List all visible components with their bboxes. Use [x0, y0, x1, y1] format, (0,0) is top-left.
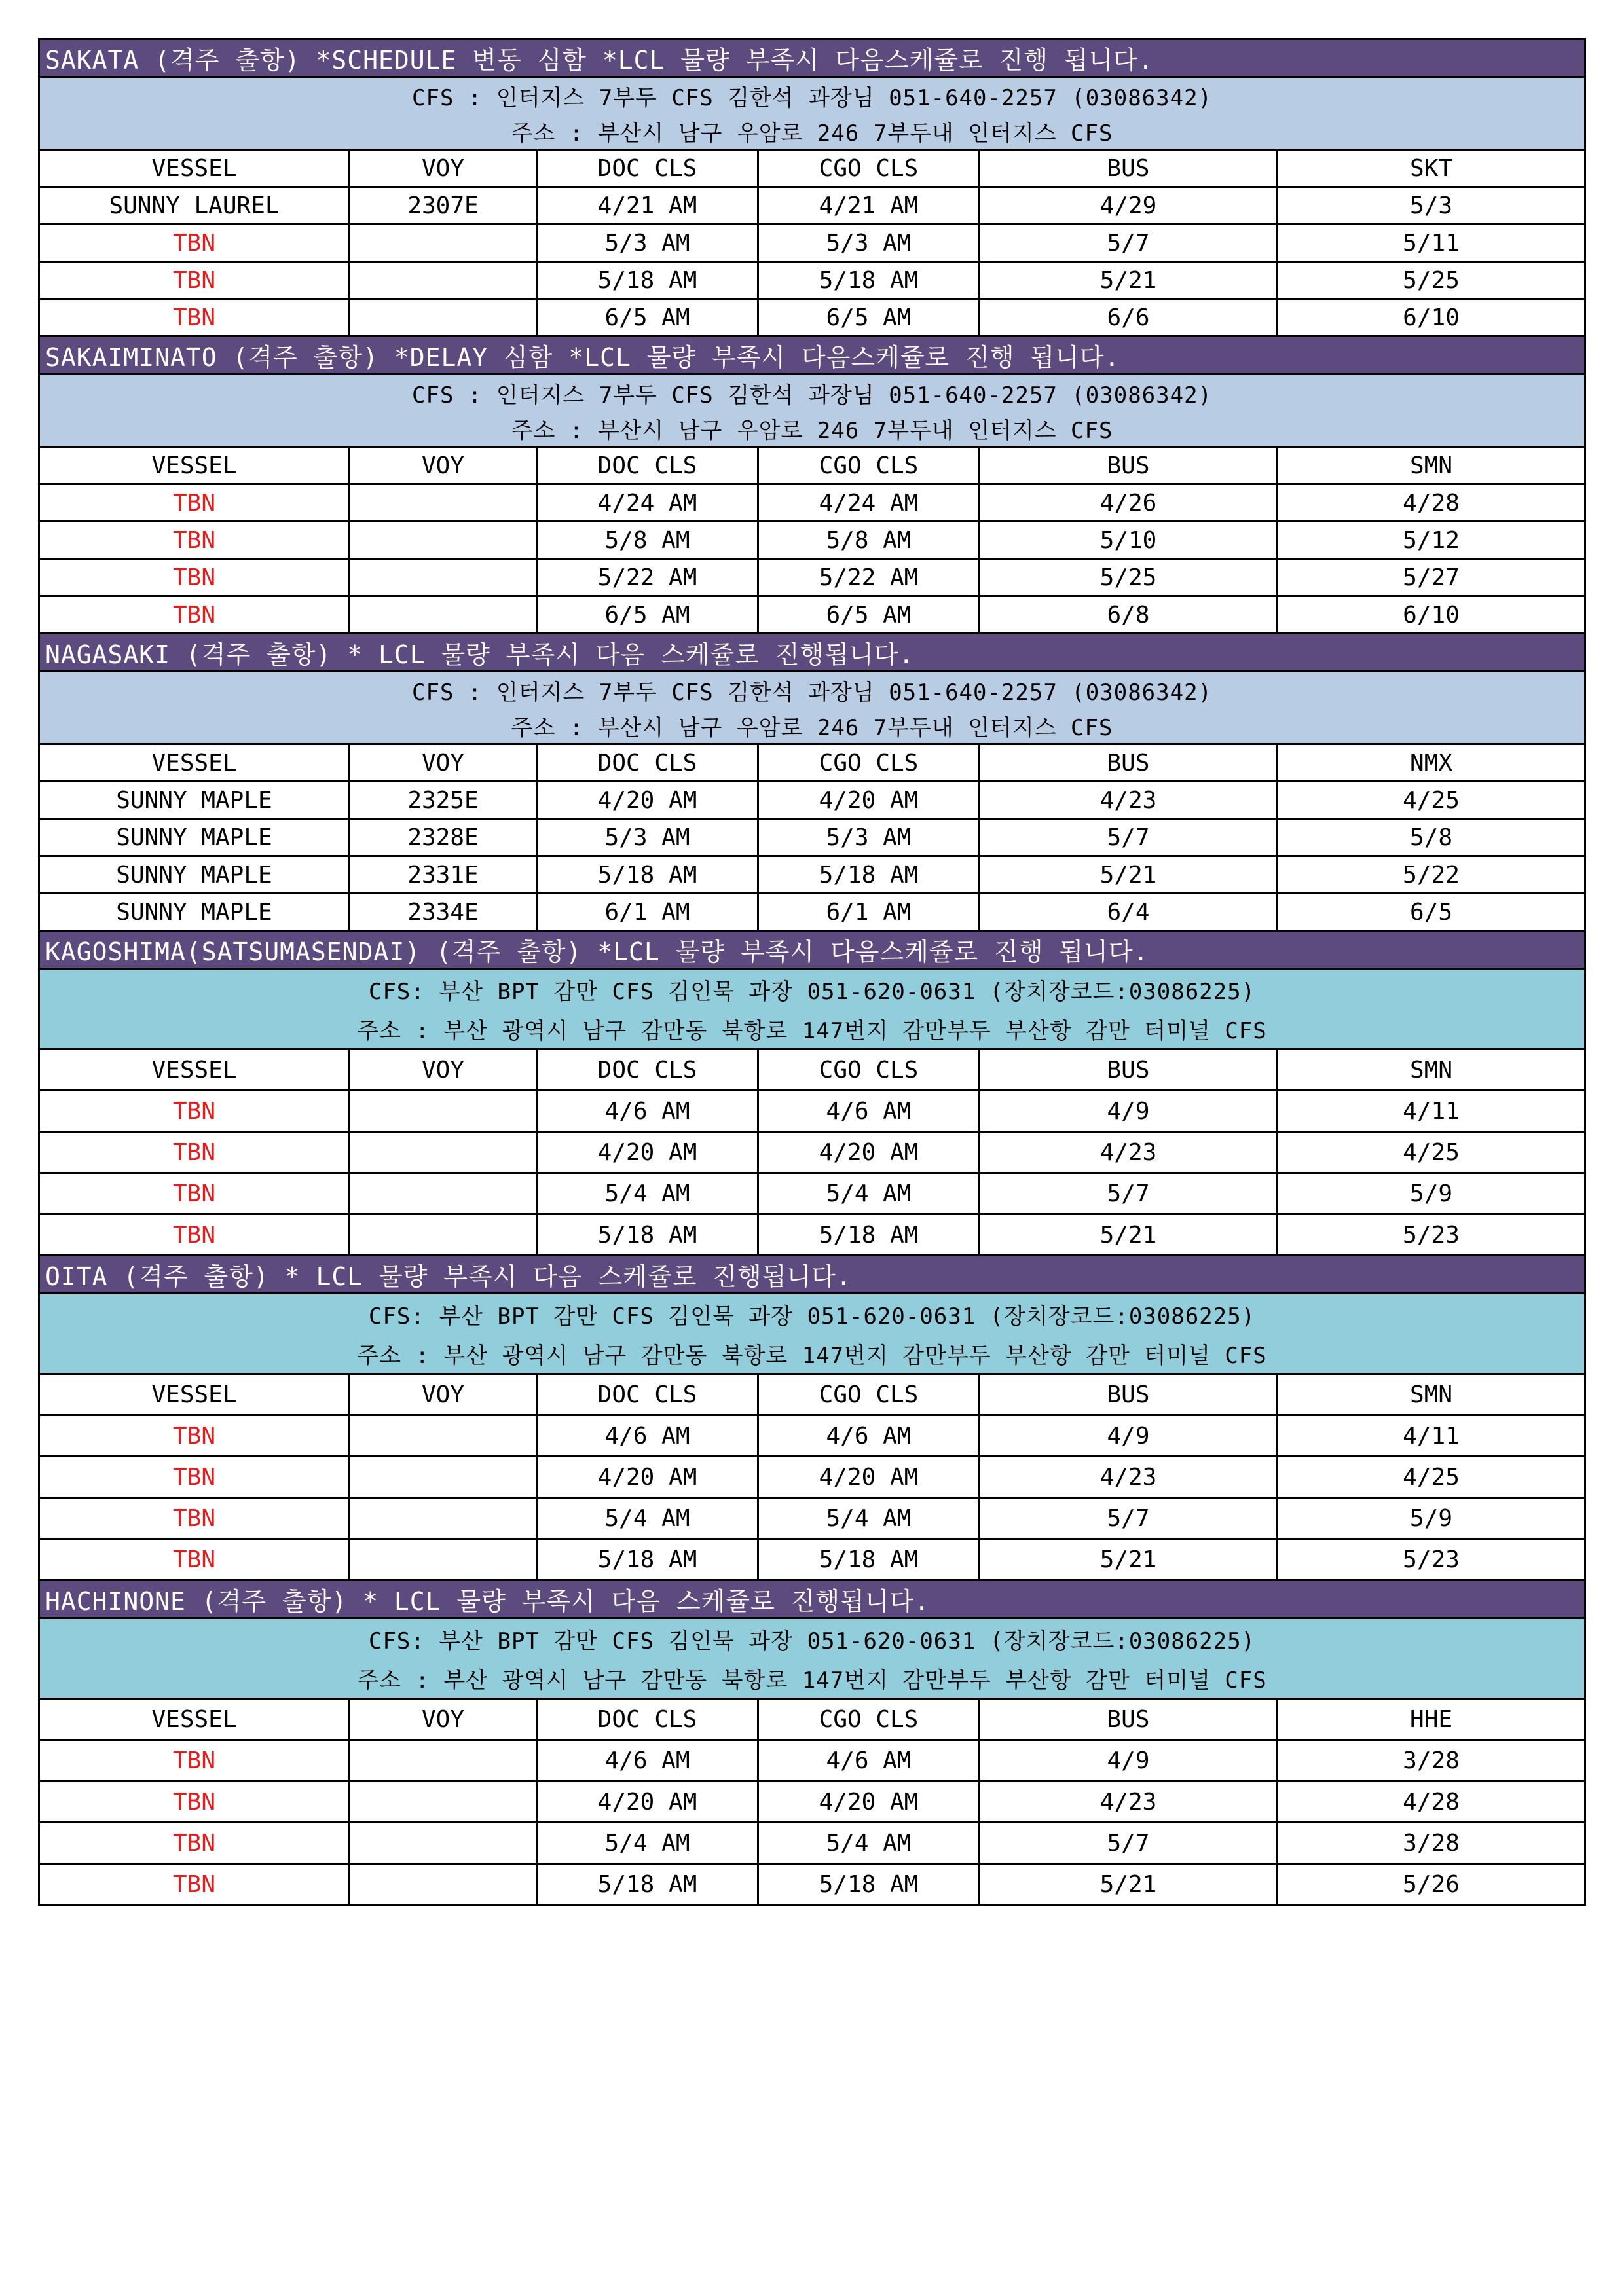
table-row	[39, 225, 1585, 262]
doc-cls-cell: 4/20 AM	[537, 782, 758, 819]
voy-cell	[350, 1415, 537, 1457]
voy-cell	[350, 1091, 537, 1132]
table-row	[39, 1214, 1585, 1256]
bus-cell: 4/23	[980, 1457, 1278, 1498]
doc-cls-cell: 5/22 AM	[537, 559, 758, 596]
dest-cell: 5/23	[1278, 1214, 1585, 1256]
voy-cell	[350, 1173, 537, 1214]
voy-cell	[350, 1539, 537, 1580]
dest-cell: 4/28	[1278, 484, 1585, 522]
col-header: HHE	[1278, 1699, 1585, 1740]
vessel-cell: TBN	[39, 1864, 350, 1905]
bus-cell: 5/10	[980, 522, 1278, 559]
table-row	[39, 596, 1585, 634]
doc-cls-cell: 5/3 AM	[537, 225, 758, 262]
cgo-cls-cell: 4/6 AM	[758, 1740, 980, 1781]
bus-cell: 5/21	[980, 1864, 1278, 1905]
col-header: VOY	[350, 744, 537, 782]
doc-cls-cell: 5/18 AM	[537, 856, 758, 894]
col-header: VOY	[350, 150, 537, 187]
col-header: CGO CLS	[758, 1049, 980, 1091]
cgo-cls-cell: 4/24 AM	[758, 484, 980, 522]
vessel-cell: TBN	[39, 1781, 350, 1823]
col-header: NMX	[1278, 744, 1585, 782]
section-title: KAGOSHIMA(SATSUMASENDAI) (격주 출항) *LCL 물량 부족시 다음스케쥴로 진행 됩니다.	[39, 931, 1585, 969]
doc-cls-cell: 5/3 AM	[537, 819, 758, 856]
voy-cell	[350, 225, 537, 262]
bus-cell: 5/7	[980, 1173, 1278, 1214]
col-header: VESSEL	[39, 1699, 350, 1740]
voy-cell	[350, 1864, 537, 1905]
cfs-info: CFS : 인터지스 7부두 CFS 김한석 과장님 051-640-2257 (03086342)	[39, 77, 1585, 114]
dest-cell: 4/25	[1278, 1132, 1585, 1173]
bus-cell: 4/9	[980, 1091, 1278, 1132]
col-header: SMN	[1278, 1049, 1585, 1091]
table-row	[39, 1457, 1585, 1498]
col-header: VESSEL	[39, 150, 350, 187]
vessel-cell: SUNNY MAPLE	[39, 782, 350, 819]
cgo-cls-cell: 6/5 AM	[758, 299, 980, 337]
col-header: VESSEL	[39, 447, 350, 484]
cgo-cls-cell: 5/3 AM	[758, 225, 980, 262]
table-row	[39, 1091, 1585, 1132]
section-oita	[39, 1256, 1585, 1580]
dest-cell: 3/28	[1278, 1740, 1585, 1781]
section-title: HACHINONE (격주 출항) * LCL 물량 부족시 다음 스케쥴로 진행됩니다.	[39, 1580, 1585, 1618]
col-header: DOC CLS	[537, 447, 758, 484]
cgo-cls-cell: 4/20 AM	[758, 1457, 980, 1498]
cgo-cls-cell: 5/18 AM	[758, 1539, 980, 1580]
cfs-info: CFS : 인터지스 7부두 CFS 김한석 과장님 051-640-2257 (03086342)	[39, 672, 1585, 708]
cfs-info: CFS: 부산 BPT 감만 CFS 김인묵 과장 051-620-0631 (장치장코드:03086225)	[39, 1618, 1585, 1659]
col-header: CGO CLS	[758, 1699, 980, 1740]
doc-cls-cell: 6/5 AM	[537, 596, 758, 634]
table-row	[39, 299, 1585, 337]
bus-cell: 4/9	[980, 1740, 1278, 1781]
bus-cell: 6/6	[980, 299, 1278, 337]
doc-cls-cell: 5/18 AM	[537, 262, 758, 299]
bus-cell: 6/8	[980, 596, 1278, 634]
vessel-cell: TBN	[39, 559, 350, 596]
doc-cls-cell: 5/18 AM	[537, 1864, 758, 1905]
voy-cell	[350, 484, 537, 522]
vessel-cell: SUNNY MAPLE	[39, 894, 350, 931]
dest-cell: 4/28	[1278, 1781, 1585, 1823]
doc-cls-cell: 5/18 AM	[537, 1539, 758, 1580]
col-header: SMN	[1278, 447, 1585, 484]
col-header: CGO CLS	[758, 447, 980, 484]
col-header: BUS	[980, 1374, 1278, 1415]
col-header: BUS	[980, 744, 1278, 782]
voy-cell	[350, 1740, 537, 1781]
table-row	[39, 522, 1585, 559]
cgo-cls-cell: 4/21 AM	[758, 187, 980, 225]
col-header: VOY	[350, 1699, 537, 1740]
col-header: CGO CLS	[758, 1374, 980, 1415]
doc-cls-cell: 4/20 AM	[537, 1132, 758, 1173]
dest-cell: 4/25	[1278, 782, 1585, 819]
vessel-cell: TBN	[39, 1740, 350, 1781]
cgo-cls-cell: 4/6 AM	[758, 1415, 980, 1457]
col-header: DOC CLS	[537, 1049, 758, 1091]
col-header: DOC CLS	[537, 744, 758, 782]
dest-cell: 5/22	[1278, 856, 1585, 894]
col-header: DOC CLS	[537, 150, 758, 187]
cgo-cls-cell: 4/6 AM	[758, 1091, 980, 1132]
table-row	[39, 187, 1585, 225]
table-row	[39, 856, 1585, 894]
section-kagoshima	[39, 931, 1585, 1256]
cgo-cls-cell: 5/3 AM	[758, 819, 980, 856]
doc-cls-cell: 4/24 AM	[537, 484, 758, 522]
col-header: VOY	[350, 447, 537, 484]
cgo-cls-cell: 5/18 AM	[758, 1214, 980, 1256]
col-header: SKT	[1278, 150, 1585, 187]
section-sakaiminato	[39, 337, 1585, 634]
cgo-cls-cell: 4/20 AM	[758, 1781, 980, 1823]
doc-cls-cell: 4/20 AM	[537, 1457, 758, 1498]
cgo-cls-cell: 5/4 AM	[758, 1498, 980, 1539]
bus-cell: 4/23	[980, 782, 1278, 819]
vessel-cell: TBN	[39, 262, 350, 299]
bus-cell: 4/29	[980, 187, 1278, 225]
voy-cell	[350, 559, 537, 596]
doc-cls-cell: 4/6 AM	[537, 1091, 758, 1132]
voy-cell: 2331E	[350, 856, 537, 894]
table-row	[39, 1864, 1585, 1905]
dest-cell: 5/27	[1278, 559, 1585, 596]
dest-cell: 3/28	[1278, 1823, 1585, 1864]
vessel-cell: TBN	[39, 225, 350, 262]
table-row	[39, 1740, 1585, 1781]
voy-cell	[350, 1132, 537, 1173]
cgo-cls-cell: 5/18 AM	[758, 262, 980, 299]
vessel-cell: SUNNY MAPLE	[39, 856, 350, 894]
doc-cls-cell: 4/21 AM	[537, 187, 758, 225]
col-header: DOC CLS	[537, 1374, 758, 1415]
bus-cell: 4/26	[980, 484, 1278, 522]
vessel-cell: TBN	[39, 596, 350, 634]
bus-cell: 5/21	[980, 1214, 1278, 1256]
dest-cell: 5/9	[1278, 1173, 1585, 1214]
schedule-sheet	[38, 38, 1584, 1906]
voy-cell	[350, 522, 537, 559]
voy-cell: 2307E	[350, 187, 537, 225]
doc-cls-cell: 6/1 AM	[537, 894, 758, 931]
bus-cell: 4/23	[980, 1132, 1278, 1173]
vessel-cell: TBN	[39, 299, 350, 337]
section-title: SAKATA (격주 출항) *SCHEDULE 변동 심함 *LCL 물량 부족시 다음스케쥴로 진행 됩니다.	[39, 39, 1585, 77]
vessel-cell: TBN	[39, 1415, 350, 1457]
dest-cell: 6/10	[1278, 299, 1585, 337]
cfs-address: 주소 : 부산 광역시 남구 감만동 북항로 147번지 감만부두 부산항 감만 터미널 CFS	[39, 1009, 1585, 1049]
voy-cell	[350, 1823, 537, 1864]
bus-cell: 5/21	[980, 1539, 1278, 1580]
table-row	[39, 782, 1585, 819]
vessel-cell: TBN	[39, 1214, 350, 1256]
doc-cls-cell: 5/4 AM	[537, 1823, 758, 1864]
voy-cell	[350, 262, 537, 299]
cgo-cls-cell: 5/8 AM	[758, 522, 980, 559]
voy-cell	[350, 1781, 537, 1823]
dest-cell: 5/12	[1278, 522, 1585, 559]
voy-cell: 2334E	[350, 894, 537, 931]
voy-cell: 2325E	[350, 782, 537, 819]
dest-cell: 6/5	[1278, 894, 1585, 931]
cgo-cls-cell: 6/5 AM	[758, 596, 980, 634]
section-title: OITA (격주 출항) * LCL 물량 부족시 다음 스케쥴로 진행됩니다.	[39, 1256, 1585, 1294]
cfs-address: 주소 : 부산 광역시 남구 감만동 북항로 147번지 감만부두 부산항 감만 터미널 CFS	[39, 1334, 1585, 1374]
voy-cell	[350, 1457, 537, 1498]
vessel-cell: TBN	[39, 1498, 350, 1539]
cgo-cls-cell: 4/20 AM	[758, 782, 980, 819]
doc-cls-cell: 6/5 AM	[537, 299, 758, 337]
table-row	[39, 894, 1585, 931]
voy-cell	[350, 299, 537, 337]
bus-cell: 5/7	[980, 225, 1278, 262]
voy-cell	[350, 596, 537, 634]
cfs-address: 주소 : 부산시 남구 우암로 246 7부두내 인터지스 CFS	[39, 708, 1585, 744]
vessel-cell: TBN	[39, 1457, 350, 1498]
bus-cell: 4/9	[980, 1415, 1278, 1457]
section-sakata	[39, 39, 1585, 337]
col-header: BUS	[980, 447, 1278, 484]
col-header: BUS	[980, 150, 1278, 187]
dest-cell: 4/25	[1278, 1457, 1585, 1498]
dest-cell: 5/9	[1278, 1498, 1585, 1539]
col-header: BUS	[980, 1049, 1278, 1091]
table-row	[39, 819, 1585, 856]
cgo-cls-cell: 6/1 AM	[758, 894, 980, 931]
col-header: SMN	[1278, 1374, 1585, 1415]
bus-cell: 6/4	[980, 894, 1278, 931]
vessel-cell: TBN	[39, 1173, 350, 1214]
vessel-cell: TBN	[39, 1091, 350, 1132]
dest-cell: 5/3	[1278, 187, 1585, 225]
col-header: CGO CLS	[758, 150, 980, 187]
bus-cell: 5/21	[980, 262, 1278, 299]
section-title: NAGASAKI (격주 출항) * LCL 물량 부족시 다음 스케쥴로 진행됩니다.	[39, 634, 1585, 672]
bus-cell: 5/7	[980, 1823, 1278, 1864]
table-row	[39, 1781, 1585, 1823]
col-header: VOY	[350, 1049, 537, 1091]
cfs-address: 주소 : 부산시 남구 우암로 246 7부두내 인터지스 CFS	[39, 410, 1585, 447]
dest-cell: 4/11	[1278, 1091, 1585, 1132]
bus-cell: 5/7	[980, 1498, 1278, 1539]
col-header: CGO CLS	[758, 744, 980, 782]
vessel-cell: SUNNY LAUREL	[39, 187, 350, 225]
cfs-info: CFS: 부산 BPT 감만 CFS 김인묵 과장 051-620-0631 (장치장코드:03086225)	[39, 1294, 1585, 1334]
table-row	[39, 1173, 1585, 1214]
doc-cls-cell: 5/4 AM	[537, 1173, 758, 1214]
col-header: VESSEL	[39, 1049, 350, 1091]
cgo-cls-cell: 5/4 AM	[758, 1173, 980, 1214]
col-header: DOC CLS	[537, 1699, 758, 1740]
cfs-address: 주소 : 부산시 남구 우암로 246 7부두내 인터지스 CFS	[39, 113, 1585, 150]
bus-cell: 5/7	[980, 819, 1278, 856]
col-header: VOY	[350, 1374, 537, 1415]
section-title: SAKAIMINATO (격주 출항) *DELAY 심함 *LCL 물량 부족시 다음스케쥴로 진행 됩니다.	[39, 337, 1585, 374]
table-row	[39, 1539, 1585, 1580]
vessel-cell: TBN	[39, 1539, 350, 1580]
voy-cell	[350, 1214, 537, 1256]
dest-cell: 6/10	[1278, 596, 1585, 634]
section-hachinone	[39, 1580, 1585, 1905]
table-row	[39, 262, 1585, 299]
schedule-table	[38, 38, 1586, 1906]
cgo-cls-cell: 5/4 AM	[758, 1823, 980, 1864]
dest-cell: 5/25	[1278, 262, 1585, 299]
doc-cls-cell: 5/18 AM	[537, 1214, 758, 1256]
bus-cell: 5/21	[980, 856, 1278, 894]
dest-cell: 5/26	[1278, 1864, 1585, 1905]
cgo-cls-cell: 5/18 AM	[758, 1864, 980, 1905]
dest-cell: 5/8	[1278, 819, 1585, 856]
dest-cell: 5/23	[1278, 1539, 1585, 1580]
voy-cell: 2328E	[350, 819, 537, 856]
cgo-cls-cell: 5/18 AM	[758, 856, 980, 894]
vessel-cell: TBN	[39, 484, 350, 522]
doc-cls-cell: 5/4 AM	[537, 1498, 758, 1539]
vessel-cell: SUNNY MAPLE	[39, 819, 350, 856]
col-header: BUS	[980, 1699, 1278, 1740]
cgo-cls-cell: 5/22 AM	[758, 559, 980, 596]
cfs-info: CFS: 부산 BPT 감만 CFS 김인묵 과장 051-620-0631 (장치장코드:03086225)	[39, 969, 1585, 1010]
table-row	[39, 1823, 1585, 1864]
col-header: VESSEL	[39, 1374, 350, 1415]
vessel-cell: TBN	[39, 1823, 350, 1864]
table-row	[39, 1498, 1585, 1539]
col-header: VESSEL	[39, 744, 350, 782]
cfs-info: CFS : 인터지스 7부두 CFS 김한석 과장님 051-640-2257 (03086342)	[39, 374, 1585, 411]
doc-cls-cell: 4/6 AM	[537, 1740, 758, 1781]
cgo-cls-cell: 4/20 AM	[758, 1132, 980, 1173]
table-row	[39, 1415, 1585, 1457]
bus-cell: 5/25	[980, 559, 1278, 596]
doc-cls-cell: 4/20 AM	[537, 1781, 758, 1823]
table-row	[39, 1132, 1585, 1173]
section-nagasaki	[39, 634, 1585, 931]
voy-cell	[350, 1498, 537, 1539]
bus-cell: 4/23	[980, 1781, 1278, 1823]
table-row	[39, 559, 1585, 596]
dest-cell: 4/11	[1278, 1415, 1585, 1457]
doc-cls-cell: 4/6 AM	[537, 1415, 758, 1457]
vessel-cell: TBN	[39, 1132, 350, 1173]
vessel-cell: TBN	[39, 522, 350, 559]
dest-cell: 5/11	[1278, 225, 1585, 262]
doc-cls-cell: 5/8 AM	[537, 522, 758, 559]
table-row	[39, 484, 1585, 522]
cfs-address: 주소 : 부산 광역시 남구 감만동 북항로 147번지 감만부두 부산항 감만 터미널 CFS	[39, 1658, 1585, 1699]
